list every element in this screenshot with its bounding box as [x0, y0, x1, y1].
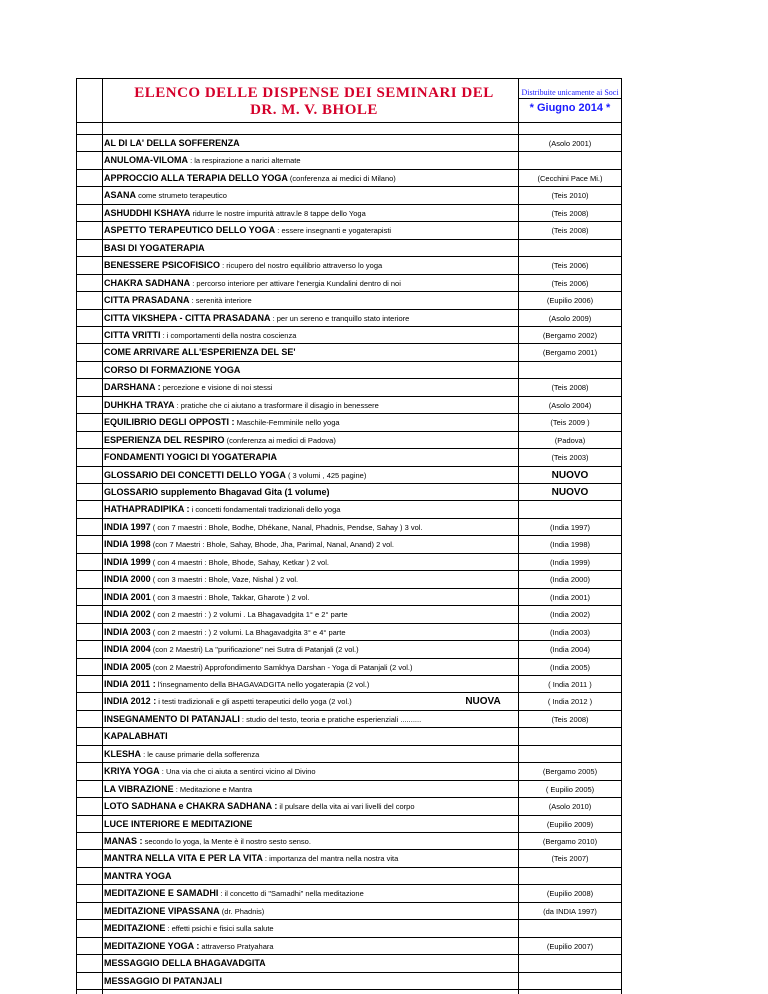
row-title: ASANA: [104, 190, 137, 201]
row-label: [104, 275, 401, 292]
row-description: i concetti fondamentali tradizionali dello yoga: [189, 505, 341, 515]
page-title-line2: DR. M. V. BHOLE: [250, 102, 378, 118]
table-row: [76, 675, 621, 693]
row-source: (Teis 2008): [551, 714, 589, 724]
row-description: secondo lo yoga, la Mente è il nostro sesto senso.: [142, 837, 311, 846]
table-row: [76, 466, 621, 484]
table-row: [76, 396, 621, 414]
distribution-note: Distribuite unicamente ai Soci: [521, 88, 619, 97]
row-title: MANTRA NELLA VITA E PER LA VITA: [104, 853, 263, 864]
row-description: (con 7 Maestri : Bhole, Sahay, Bhode, Jha, Parimal, Nanal, Anand) 2 vol.: [150, 540, 395, 550]
row-title: CHAKRA SADHANA: [104, 277, 191, 288]
row-description: : percorso interiore per attivare l'energia Kundalini dentro di noi: [190, 278, 401, 288]
table-row: [76, 291, 621, 309]
table-row: [76, 134, 621, 152]
row-description: : per un sereno e tranquillo stato interiore: [270, 313, 410, 323]
row-title: ESPERIENZA DEL RESPIRO: [104, 434, 225, 445]
table-row: [76, 640, 621, 658]
row-description: : studio del testo, teoria e pratiche esperienziali ..........: [239, 714, 422, 724]
row-label: [104, 868, 172, 885]
row-source: (Teis 2010): [551, 191, 589, 201]
table-row: [76, 309, 621, 327]
table-row: [76, 884, 621, 902]
row-source: ( Eupilio 2005): [545, 784, 595, 794]
table-row: [76, 535, 621, 553]
row-description: (conferenza ai medici di Milano): [287, 173, 396, 183]
row-title: INDIA 2011 :: [104, 678, 156, 689]
row-source: (Teis 2008): [551, 383, 589, 393]
table-row: [76, 919, 621, 937]
row-description: i testi tradizionali e gli aspetti terapeutici dello yoga (2 vol.): [156, 697, 352, 707]
row-source: (Teis 2006): [551, 278, 589, 288]
row-title: AL DI LA' DELLA SOFFERENZA: [104, 138, 240, 148]
row-title: COME ARRIVARE ALL'ESPERIENZA DEL SE': [104, 347, 296, 358]
table-row: [76, 221, 621, 239]
table-row: [76, 745, 621, 763]
row-description: : i comportamenti della nostra coscienza: [160, 330, 297, 340]
row-title: FONDAMENTI YOGICI DI YOGATERAPIA: [104, 452, 278, 463]
row-title: ANULOMA-VILOMA: [104, 155, 188, 166]
row-label: [104, 676, 369, 693]
row-label: [104, 205, 366, 222]
row-source: (Asolo 2009): [548, 313, 592, 323]
row-label: [104, 850, 398, 867]
row-description: : effetti psichi e fisici sulla salute: [165, 924, 274, 934]
row-source: (Bergamo 2005): [542, 767, 598, 777]
row-description: : Una via che ci aiuta a sentirci vicino al Divino: [159, 767, 316, 777]
row-label: [104, 763, 316, 780]
row-title: MEDITAZIONE E SAMADHI: [104, 888, 219, 899]
table-row: [76, 483, 621, 501]
row-label: [104, 292, 252, 309]
row-title: INDIA 1997: [104, 521, 151, 532]
row-source: (Teis 2007): [551, 854, 589, 864]
row-source: (Teis 2009 ): [550, 418, 590, 428]
row-label: [104, 728, 168, 745]
row-label: [104, 641, 359, 658]
row-description: ( con 2 maestri : ) 2 volumi . La Bhagavadgita 1° e 2° parte: [150, 610, 348, 620]
row-label: [104, 816, 252, 833]
row-label: [104, 938, 274, 955]
row-title: CITTA VIKSHEPA - CITTA PRASADANA: [104, 312, 271, 323]
table-row: [76, 169, 621, 187]
row-title: MEDITAZIONE: [104, 923, 166, 934]
row-title: CITTA VRITTI: [104, 329, 161, 340]
row-source: (Teis 2006): [551, 261, 589, 271]
header-divider: [518, 98, 621, 99]
row-label: [104, 327, 296, 344]
row-label: [104, 798, 415, 815]
row-source: (Eupilio 2006): [546, 296, 594, 306]
row-label: [104, 659, 413, 676]
row-title: KAPALABHATI: [104, 731, 168, 742]
row-title: INDIA 1999: [104, 556, 151, 567]
row-label: [104, 449, 277, 466]
row-title: KRIYA YOGA: [104, 766, 160, 777]
row-label: [104, 589, 309, 606]
row-description: : ricupero del nostro equilibrio attraverso lo yoga: [220, 261, 383, 271]
row-title: DUHKHA TRAYA: [104, 399, 175, 410]
row-source: (India 1997): [549, 522, 591, 532]
table-row: [76, 448, 621, 466]
table-row: [76, 692, 621, 710]
row-label: [104, 310, 409, 327]
row-title: LA VIBRAZIONE: [104, 783, 174, 794]
row-source: (Teis 2003): [551, 453, 589, 463]
row-title: MANAS :: [104, 836, 143, 846]
row-description: : Meditazione e Mantra: [173, 784, 253, 794]
row-description: (conferenza ai medici di Padova): [224, 435, 336, 445]
table-row: [76, 570, 621, 588]
row-label: [104, 833, 311, 850]
table-row: [76, 256, 621, 274]
row-label: [104, 362, 240, 379]
table-row: [76, 186, 621, 204]
row-source: (India 2004): [549, 645, 591, 655]
row-source: (India 1998): [549, 540, 591, 550]
row-description: ( con 4 maestri : Bhole, Bhode, Sahay, Ketkar ) 2 vol.: [150, 557, 329, 567]
table-row: [76, 727, 621, 745]
header-top-border: [76, 78, 621, 79]
table-row: [76, 431, 621, 449]
row-title: MESSAGGIO DELLA BHAGAVADGITA: [104, 958, 266, 969]
row-description: ( con 2 maestri : ) 2 volumi. La Bhagavadgita 3° e 4° parte: [150, 627, 346, 637]
table-row: [76, 972, 621, 990]
row-label: [104, 484, 330, 501]
row-label: [104, 781, 252, 798]
row-label: [104, 746, 259, 763]
row-title: BENESSERE PSICOFISICO: [104, 260, 221, 271]
table-row: [76, 343, 621, 361]
row-title: KLESHA: [104, 748, 142, 759]
date-label: * Giugno 2014 *: [529, 102, 611, 114]
table-row: [76, 780, 621, 798]
row-source: (Cecchini Pace Mi.): [537, 173, 603, 183]
row-source: ( India 2011 ): [548, 679, 592, 689]
row-title: HATHAPRADIPIKA :: [104, 504, 190, 515]
row-label: [104, 606, 348, 623]
row-title: INSEGNAMENTO DI PATANJALI: [104, 713, 240, 724]
row-source: ( India 2012 ): [547, 697, 593, 707]
row-title: DARSHANA :: [104, 382, 161, 393]
row-source: (Eupilio 2009): [546, 819, 594, 829]
row-title: APPROCCIO ALLA TERAPIA DELLO YOGA: [104, 172, 288, 183]
row-label: [104, 973, 222, 990]
row-title: MEDITAZIONE YOGA :: [104, 940, 200, 951]
row-description: (con 2 Maestri) Approfondimento Samkhya Darshan - Yoga di Patanjali (2 vol.): [150, 662, 413, 672]
row-title: INDIA 2003: [104, 626, 151, 637]
row-label: [104, 397, 379, 414]
row-title: GLOSSARIO DEI CONCETTI DELLO YOGA: [104, 469, 286, 480]
table-row: [76, 815, 621, 833]
row-label: [104, 536, 394, 553]
row-description: : serenità interiore: [189, 296, 252, 306]
new-badge: NUOVA: [465, 696, 501, 708]
row-title: CORSO DI FORMAZIONE YOGA: [104, 364, 241, 375]
row-source: (Eupilio 2007): [546, 941, 594, 951]
table-row: [76, 204, 621, 222]
row-title: MEDITAZIONE VIPASSANA: [104, 905, 220, 916]
row-description: ( con 3 maestri : Bhole, Vaze, Nishal ) 2 vol.: [150, 575, 299, 585]
row-source: (India 2002): [549, 610, 591, 620]
row-description: l'insegnamento della BHAGAVADGITA nello yogaterapia (2 vol.): [155, 679, 370, 689]
row-label: [104, 885, 364, 902]
table-row: [76, 658, 621, 676]
row-label: [104, 240, 205, 257]
row-label: [104, 554, 329, 571]
table-row: [76, 378, 621, 396]
table-row: [76, 518, 621, 536]
row-label: [104, 414, 340, 431]
row-description: : essere insegnanti e yogaterapisti: [275, 226, 392, 236]
row-description: : il concetto di "Samadhi" nella meditazione: [218, 889, 364, 899]
row-description: percezione e visione di noi stessi: [160, 383, 273, 393]
row-label: [104, 501, 340, 518]
row-source: (da INDIA 1997): [543, 906, 597, 916]
table-row: [76, 361, 621, 379]
row-description: : importanza del mantra nella nostra vita: [262, 854, 399, 864]
row-label: [104, 571, 298, 588]
row-label: [104, 955, 266, 972]
row-source: (India 2005): [549, 662, 591, 672]
table-row: [76, 239, 621, 257]
row-source: (Bergamo 2001): [542, 348, 598, 358]
row-label: [104, 170, 396, 187]
table-row: [76, 797, 621, 815]
table-row: [76, 274, 621, 292]
row-label: [104, 624, 346, 641]
row-description: : la respirazione a narici alternate: [188, 156, 301, 166]
row-label: [104, 519, 423, 536]
row-label: [104, 432, 336, 449]
row-source: (Eupilio 2008): [546, 889, 594, 899]
header-bottom-border: [76, 122, 621, 123]
new-badge: NUOVO: [551, 469, 589, 481]
row-label: [104, 693, 352, 710]
row-description: come strumeto terapeutico: [136, 191, 227, 201]
row-description: ( con 3 maestri : Bhole, Takkar, Gharote ) 2 vol.: [150, 592, 310, 602]
row-description: ( 3 volumi , 425 pagine): [285, 470, 367, 480]
table-row: [76, 849, 621, 867]
row-label: [104, 903, 264, 920]
row-title: MANTRA YOGA: [104, 870, 172, 881]
table-row: [76, 151, 621, 169]
row-description: ( con 7 maestri : Bhole, Bodhe, Dhékane, Nanal, Phadnis, Pendse, Sahay ) 3 vol.: [150, 522, 423, 532]
row-label: [104, 257, 382, 274]
row-title: MESSAGGIO DI PATANJALI: [104, 975, 223, 986]
table-row: [76, 902, 621, 920]
row-label: [104, 344, 295, 361]
row-title: ASHUDDHI KSHAYA: [104, 207, 191, 218]
table-row: [76, 832, 621, 850]
row-title: GLOSSARIO supplemento Bhagavad Gita (1 volume): [104, 487, 330, 497]
row-title: INDIA 2004: [104, 644, 151, 655]
row-label: [104, 135, 240, 152]
table-row: [76, 413, 621, 431]
row-description: : pratiche che ci aiutano a trasformare il disagio in benessere: [174, 400, 379, 410]
row-title: ASPETTO TERAPEUTICO DELLO YOGA: [104, 225, 276, 236]
table-row: [76, 867, 621, 885]
row-title: INDIA 2002: [104, 609, 151, 620]
table-row: [76, 954, 621, 972]
row-description: (con 2 Maestri) La "purificazione" nei Sutra di Patanjali (2 vol.): [150, 645, 359, 655]
row-description: attraverso Pratyahara: [199, 941, 274, 951]
row-description: : le cause primarie della sofferenza: [141, 749, 260, 759]
row-label: [104, 711, 421, 728]
row-source: (India 1999): [549, 557, 591, 567]
row-label: [104, 222, 391, 239]
row-source: (Bergamo 2010): [542, 837, 598, 846]
row-description: Maschile-Femminile nello yoga: [234, 418, 340, 428]
table-row: [76, 605, 621, 623]
row-source: (India 2000): [549, 575, 591, 585]
row-label: [104, 920, 274, 937]
row-source: (Teis 2008): [551, 226, 589, 236]
page-title-line1: ELENCO DELLE DISPENSE DEI SEMINARI DEL: [134, 85, 494, 101]
table-row: [76, 500, 621, 518]
row-label: [104, 187, 227, 204]
table-row: [76, 710, 621, 728]
row-title: INDIA 2000: [104, 574, 151, 585]
table-row: [76, 588, 621, 606]
row-source: (Padova): [554, 435, 586, 445]
row-title: INDIA 2012 :: [104, 696, 157, 707]
row-title: INDIA 1998: [104, 539, 151, 550]
row-description: (dr. Phadnis): [219, 906, 265, 916]
row-source: (India 2001): [549, 592, 591, 602]
row-source: (Bergamo 2002): [542, 330, 598, 340]
table-row: [76, 762, 621, 780]
table-bottom-border: [76, 989, 621, 990]
row-description: il pulsare della vita ai vari livelli del corpo: [277, 802, 415, 812]
table-row: [76, 937, 621, 955]
table-row: [76, 623, 621, 641]
row-label: [104, 467, 366, 484]
row-title: INDIA 2001: [104, 591, 151, 602]
row-title: LUCE INTERIORE E MEDITAZIONE: [104, 818, 253, 829]
row-title: BASI DI YOGATERAPIA: [104, 242, 205, 253]
row-description: ridurre le nostre impurità attrav.le 8 tappe dello Yoga: [190, 208, 366, 218]
row-title: CITTA PRASADANA: [104, 295, 190, 306]
row-label: [104, 152, 301, 169]
row-source: (Asolo 2001): [548, 139, 592, 148]
row-title: INDIA 2005: [104, 661, 151, 672]
row-source: (India 2003): [549, 627, 591, 637]
row-label: [104, 379, 272, 396]
table-row: [76, 553, 621, 571]
row-source: (Teis 2008): [551, 208, 589, 218]
row-source: (Asolo 2004): [548, 400, 592, 410]
row-title: LOTO SADHANA e CHAKRA SADHANA :: [104, 801, 278, 812]
new-badge: NUOVO: [551, 487, 589, 498]
row-source: (Asolo 2010): [548, 802, 592, 812]
table-row: [76, 326, 621, 344]
row-title: EQUILIBRIO DEGLI OPPOSTI :: [104, 417, 235, 428]
